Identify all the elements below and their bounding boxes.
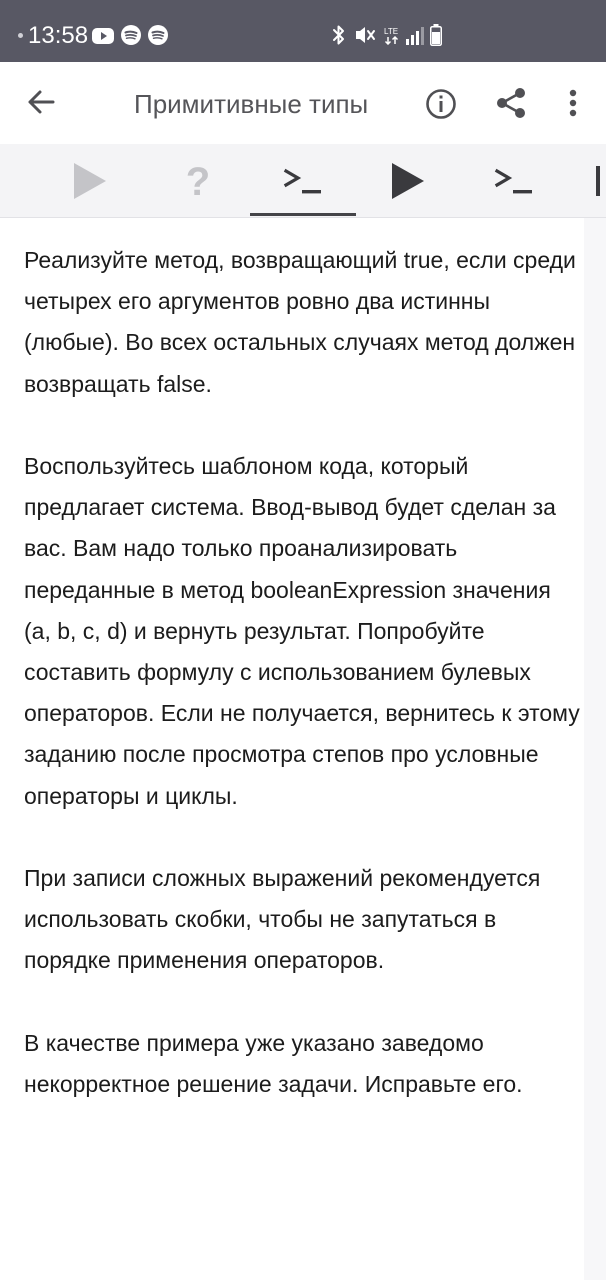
signal-icon [406,26,424,45]
task-paragraph: Реализуйте метод, возвращающий true, если среди четырех его аргументов ровно два истинны (любые). Во всех остальных случаях метод должен возвращать false. [24,247,576,397]
info-icon[interactable] [425,88,457,120]
terminal-icon [494,165,534,197]
youtube-icon [92,27,114,45]
step-tabs [0,144,606,218]
step-content [24,240,584,1146]
spotify-icon [121,25,141,45]
play-icon [72,163,108,199]
play-icon [390,163,426,199]
step-tab-code-challenge[interactable] [358,144,458,218]
tabs-divider [0,217,606,218]
task-paragraph: При записи сложных выражений рекомендуется использовать скобки, чтобы не запутаться в порядке применения операторов. [24,865,541,974]
terminal-icon [283,165,323,197]
notification-dot [18,33,23,38]
step-tab-text[interactable] [596,144,606,218]
task-paragraph: Воспользуйтесь шаблоном кода, который предлагает система. Ввод-вывод будет сделан за вас. Вам надо только проанализировать переданные в метод booleanExpression значения (a, b, c, d) и вернуть результат. Попробуйте составить формулу с использованием булевых операторов. Если не получается, вернитесь к этому заданию после просмотра степов про условные операторы и циклы. [24,453,580,809]
battery-icon [430,24,442,46]
step-tab-code-challenge[interactable] [40,144,140,218]
question-icon [184,161,212,201]
active-tab-indicator [250,213,356,216]
status-bar [0,0,606,62]
bluetooth-icon [332,24,346,46]
share-icon[interactable] [496,87,528,119]
status-time: 13:58 [28,22,89,49]
page-title: Примитивные типы [134,89,369,119]
more-vert-icon[interactable] [566,89,580,119]
svg-text:LTE: LTE [384,27,399,36]
step-tab-text-visited[interactable] [0,144,10,218]
svg-text:?: ? [185,161,211,201]
app-bar [0,62,606,144]
task-paragraph: В качестве примера уже указано заведомо некорректное решение задачи. Исправьте его. [24,1029,523,1098]
step-tab-code-active[interactable] [252,144,354,218]
step-tab-code[interactable] [464,144,564,218]
mobile-data-icon [384,25,402,45]
scroll-gutter [584,218,606,1280]
page-icon [596,164,606,198]
vibrate-mute-icon [354,24,376,46]
step-tab-quiz[interactable] [148,144,248,218]
spotify-icon [148,25,168,45]
back-arrow-icon[interactable] [26,87,56,117]
